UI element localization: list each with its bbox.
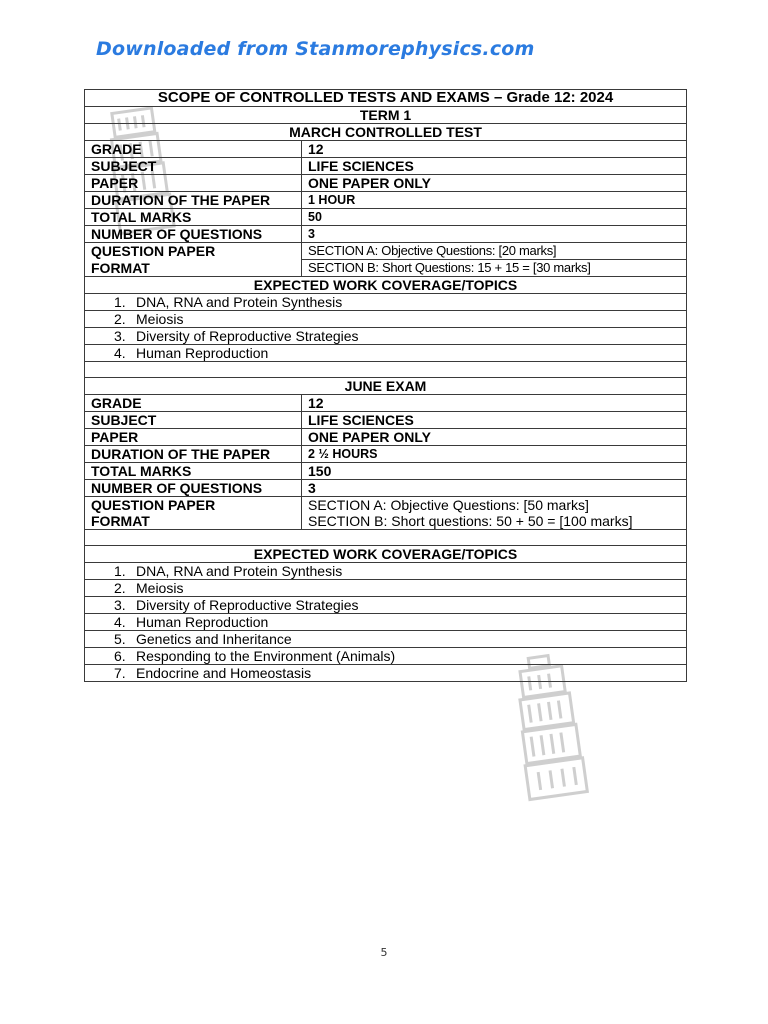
topic-text: Endocrine and Homeostasis	[136, 665, 312, 681]
list-item	[85, 665, 687, 682]
list-item	[85, 597, 687, 614]
spacer-row	[85, 530, 687, 546]
list-item	[85, 648, 687, 665]
scope-table	[84, 89, 687, 682]
format-label: QUESTION PAPER	[85, 497, 302, 514]
document-title: SCOPE OF CONTROLLED TESTS AND EXAMS – Grade 12: 2024	[85, 90, 687, 107]
topic-text: Meiosis	[136, 311, 184, 327]
topic-number: 1.	[114, 294, 126, 310]
row-label: TOTAL MARKS	[85, 463, 302, 480]
topic-text: Diversity of Reproductive Strategies	[136, 597, 359, 613]
row-value: LIFE SCIENCES	[302, 412, 687, 429]
spacer-row	[85, 362, 687, 378]
table-row	[85, 463, 687, 480]
row-label: PAPER	[85, 175, 302, 192]
list-item	[85, 631, 687, 648]
table-row	[85, 243, 687, 260]
row-value: ONE PAPER ONLY	[302, 429, 687, 446]
list-item	[85, 294, 687, 311]
row-value: 3	[302, 480, 687, 497]
source-banner: Downloaded from Stanmorephysics.com	[96, 38, 535, 60]
topic-text: Genetics and Inheritance	[136, 631, 292, 647]
row-label: NUMBER OF QUESTIONS	[85, 226, 302, 243]
topic-number: 6.	[114, 648, 126, 664]
topic-text: DNA, RNA and Protein Synthesis	[136, 563, 343, 579]
coverage-heading: EXPECTED WORK COVERAGE/TOPICS	[85, 277, 687, 294]
table-row	[85, 141, 687, 158]
format-line: SECTION A: Objective Questions: [20 marks]	[302, 243, 687, 260]
topic-number: 4.	[114, 614, 126, 630]
table-row	[85, 158, 687, 175]
list-item	[85, 311, 687, 328]
row-value: 12	[302, 141, 687, 158]
row-label: SUBJECT	[85, 412, 302, 429]
topic-text: Meiosis	[136, 580, 184, 596]
table-row	[85, 429, 687, 446]
list-item	[85, 328, 687, 345]
june-exam-heading: JUNE EXAM	[85, 378, 687, 395]
row-value: 2 ½ HOURS	[302, 446, 687, 463]
topic-number: 2.	[114, 580, 126, 596]
topic-number: 5.	[114, 631, 126, 647]
table-row	[85, 412, 687, 429]
topic-number: 4.	[114, 345, 126, 361]
row-value: 3	[302, 226, 687, 243]
coverage-heading: EXPECTED WORK COVERAGE/TOPICS	[85, 546, 687, 563]
table-row	[85, 446, 687, 463]
row-value: LIFE SCIENCES	[302, 158, 687, 175]
topic-text: Human Reproduction	[136, 345, 269, 361]
topic-number: 1.	[114, 563, 126, 579]
format-line: SECTION B: Short Questions: 15 + 15 = [30 marks]	[302, 260, 687, 277]
row-value: 1 HOUR	[302, 192, 687, 209]
march-test-heading: MARCH CONTROLLED TEST	[85, 124, 687, 141]
row-label: TOTAL MARKS	[85, 209, 302, 226]
topic-text: Responding to the Environment (Animals)	[136, 648, 396, 664]
format-line: SECTION B: Short questions: 50 + 50 = [100 marks]	[302, 513, 687, 530]
row-value: 12	[302, 395, 687, 412]
format-label: QUESTION PAPER	[85, 243, 302, 260]
topic-text: DNA, RNA and Protein Synthesis	[136, 294, 343, 310]
row-value: ONE PAPER ONLY	[302, 175, 687, 192]
row-label: GRADE	[85, 395, 302, 412]
table-row	[85, 497, 687, 514]
row-label: DURATION OF THE PAPER	[85, 446, 302, 463]
topic-number: 7.	[114, 665, 126, 681]
table-row	[85, 480, 687, 497]
format-label: FORMAT	[85, 513, 302, 530]
table-row	[85, 209, 687, 226]
list-item	[85, 563, 687, 580]
topic-number: 2.	[114, 311, 126, 327]
format-label: FORMAT	[85, 260, 302, 277]
table-row	[85, 513, 687, 530]
table-row	[85, 260, 687, 277]
table-row	[85, 226, 687, 243]
table-row	[85, 395, 687, 412]
list-item	[85, 580, 687, 597]
table-row	[85, 175, 687, 192]
row-label: PAPER	[85, 429, 302, 446]
row-value: 50	[302, 209, 687, 226]
topic-text: Human Reproduction	[136, 614, 269, 630]
list-item	[85, 345, 687, 362]
page-number: 5	[380, 946, 388, 959]
term-heading: TERM 1	[85, 107, 687, 124]
table-row	[85, 192, 687, 209]
list-item	[85, 614, 687, 631]
row-label: SUBJECT	[85, 158, 302, 175]
topic-number: 3.	[114, 597, 126, 613]
row-label: DURATION OF THE PAPER	[85, 192, 302, 209]
row-label: NUMBER OF QUESTIONS	[85, 480, 302, 497]
format-line: SECTION A: Objective Questions: [50 marks]	[302, 497, 687, 514]
topic-number: 3.	[114, 328, 126, 344]
row-label: GRADE	[85, 141, 302, 158]
topic-text: Diversity of Reproductive Strategies	[136, 328, 359, 344]
row-value: 150	[302, 463, 687, 480]
